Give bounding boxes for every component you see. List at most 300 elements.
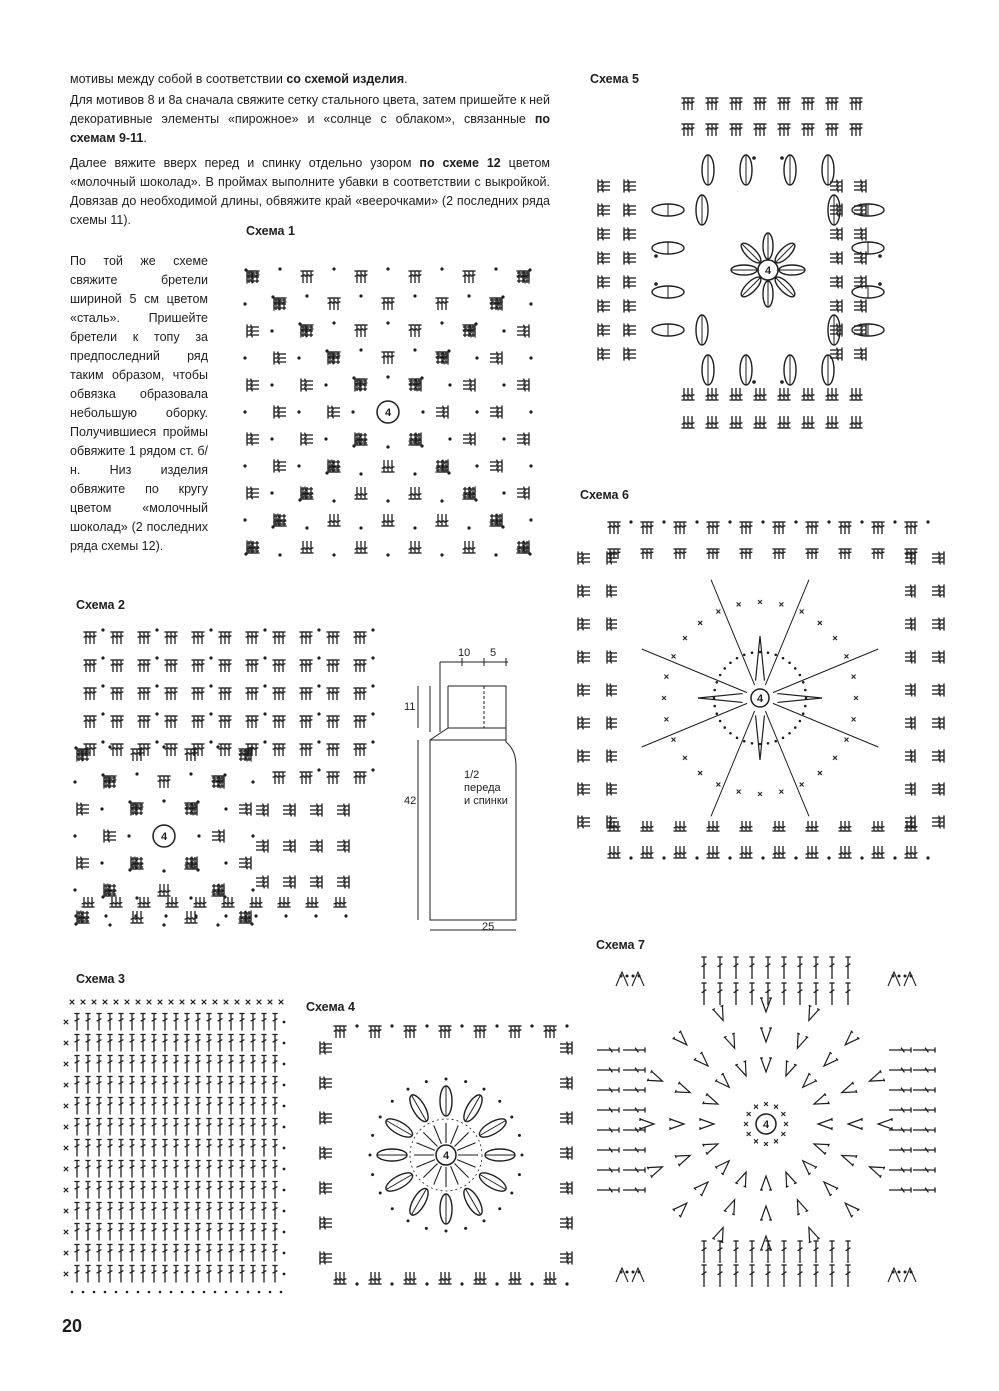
stitch-symbol — [611, 846, 616, 858]
stitch-cluster — [753, 98, 766, 110]
stitch-symbol — [140, 1056, 145, 1073]
stitch-cluster — [473, 1026, 486, 1038]
stitch-symbol — [195, 1161, 200, 1178]
single-crochet-x — [737, 790, 741, 794]
stitch-symbol — [854, 187, 866, 192]
stitch-cluster — [517, 432, 529, 445]
stitch-symbol — [320, 1259, 332, 1264]
stitch-symbol — [598, 299, 610, 304]
stitch-symbol — [681, 846, 686, 858]
stitch-symbol — [753, 124, 758, 136]
stitch-symbol — [320, 1224, 332, 1229]
stitch-symbol — [361, 660, 366, 672]
stitch-symbol — [74, 1203, 79, 1220]
stitch-symbol — [129, 1014, 134, 1031]
stitch-symbol — [376, 1026, 381, 1038]
stitch-symbol — [272, 1161, 277, 1178]
chain-dot — [719, 674, 722, 677]
single-crochet-x — [758, 792, 762, 796]
stitch-cluster — [681, 416, 694, 428]
stitch-cluster — [164, 660, 177, 672]
stitch-symbol — [598, 323, 610, 328]
stitch-symbol — [689, 124, 694, 136]
stitch-cluster — [624, 251, 636, 264]
stitch-symbol — [239, 1119, 244, 1136]
v-stitch — [760, 1206, 772, 1220]
single-crochet-x — [852, 717, 856, 721]
stitch-symbol — [118, 1098, 123, 1115]
stitch-symbol — [854, 303, 866, 308]
stitch-symbol — [830, 255, 842, 260]
stitch-cluster — [238, 911, 251, 923]
stitch-symbol — [157, 776, 162, 788]
stitch-cluster — [607, 650, 617, 663]
stitch-cluster — [490, 405, 502, 418]
chain-dot — [780, 380, 784, 384]
stitch-symbol — [195, 1182, 200, 1199]
stitch-symbol — [517, 432, 529, 437]
chain-dot — [774, 653, 777, 656]
chain-dot — [632, 975, 635, 978]
stitch-symbol — [330, 660, 335, 672]
stitch-symbol — [372, 1026, 377, 1038]
stitch-cluster — [463, 378, 475, 391]
stitch-symbol — [96, 1014, 101, 1031]
chain-dot — [244, 552, 247, 555]
stitch-symbol — [729, 124, 734, 136]
stitch-symbol — [801, 124, 806, 136]
stitch-symbol — [320, 1216, 332, 1221]
long-stitch — [642, 649, 747, 693]
chain-dot — [181, 1291, 184, 1294]
stitch-cluster — [705, 124, 718, 136]
stitch-symbol — [301, 436, 313, 441]
stitch-cluster — [489, 514, 502, 526]
stitch-symbol — [272, 660, 277, 672]
single-crochet-x — [683, 756, 687, 760]
stitch-symbol — [854, 279, 866, 284]
stitch-cluster — [354, 487, 367, 499]
stitch-symbol — [151, 1098, 156, 1115]
stitch-cluster — [104, 883, 116, 896]
stitch-symbol — [118, 1266, 123, 1283]
stitch-symbol — [607, 749, 617, 754]
chain-dot — [135, 772, 138, 775]
stitch-symbol — [96, 1035, 101, 1052]
stitch-symbol — [334, 632, 339, 644]
stitch-cluster — [825, 416, 838, 428]
stitch-cluster — [368, 1272, 381, 1284]
stitch-cluster — [164, 688, 177, 700]
stitch-symbol — [598, 207, 610, 212]
v-stitch — [803, 1005, 819, 1023]
stitch-symbol — [737, 124, 742, 136]
stitch-symbol — [247, 486, 259, 491]
stitch-symbol — [597, 1167, 619, 1172]
single-crochet-x — [114, 1000, 119, 1005]
stitch-symbol — [320, 1181, 332, 1186]
stitch-cluster — [436, 405, 448, 418]
chain-dot — [420, 376, 423, 379]
stitch-symbol — [517, 494, 529, 499]
stitch-symbol — [129, 1182, 134, 1199]
chain-dot — [192, 1291, 195, 1294]
stitch-symbol — [714, 846, 719, 858]
stitch-symbol — [91, 660, 96, 672]
stitch-symbol — [829, 957, 834, 979]
stitch-symbol — [624, 259, 636, 264]
stitch-symbol — [854, 227, 866, 232]
single-crochet-x — [64, 1104, 68, 1108]
stitch-symbol — [462, 541, 467, 553]
stitch-symbol — [749, 983, 754, 1005]
stitch-cluster — [598, 275, 610, 288]
stitch-symbol — [188, 749, 193, 761]
stitch-symbol — [206, 1266, 211, 1283]
stitch-symbol — [905, 724, 915, 729]
stitch-symbol — [334, 716, 339, 728]
stitch-cluster — [320, 1216, 332, 1229]
chain-dot — [501, 525, 504, 528]
chain-dot — [283, 1231, 286, 1234]
stitch-symbol — [228, 1035, 233, 1052]
stitch-symbol — [272, 1035, 277, 1052]
stitch-symbol — [648, 522, 653, 534]
stitch-cluster — [801, 388, 814, 400]
single-crochet-x — [202, 1000, 207, 1005]
single-crochet-x — [747, 1132, 751, 1136]
stitch-symbol — [272, 772, 277, 784]
stitch-symbol — [151, 1266, 156, 1283]
stitch-symbol — [129, 1035, 134, 1052]
stitch-symbol — [114, 632, 119, 644]
stitch-symbol — [578, 584, 590, 589]
single-crochet-x — [779, 790, 783, 794]
stitch-symbol — [191, 660, 196, 672]
stitch-symbol — [77, 856, 89, 861]
stitch-symbol — [875, 846, 880, 858]
stitch-symbol — [932, 790, 944, 795]
stitch-symbol — [905, 691, 915, 696]
chain-dot — [802, 712, 805, 715]
v-stitch — [803, 1225, 819, 1243]
stitch-symbol — [222, 716, 227, 728]
stitch-symbol — [560, 1255, 572, 1260]
corner-v-stitch — [888, 972, 900, 986]
stitch-symbol — [912, 846, 917, 858]
petal-symbol — [460, 1186, 485, 1218]
stitch-symbol — [272, 1077, 277, 1094]
stitch-symbol — [261, 1119, 266, 1136]
stitch-symbol — [560, 1045, 572, 1050]
stitch-symbol — [358, 541, 363, 553]
stitch-symbol — [85, 1161, 90, 1178]
stitch-symbol — [140, 1203, 145, 1220]
stitch-cluster — [598, 251, 610, 264]
stitch-symbol — [283, 883, 295, 888]
stitch-symbol — [749, 1241, 754, 1263]
stitch-symbol — [838, 846, 843, 858]
stitch-cluster — [435, 460, 448, 472]
stitch-cluster — [110, 716, 123, 728]
stitch-symbol — [389, 298, 394, 310]
stitch-symbol — [228, 1266, 233, 1283]
stitch-symbol — [320, 1119, 332, 1124]
stitch-symbol — [598, 351, 610, 356]
stitch-symbol — [217, 1077, 222, 1094]
stitch-symbol — [140, 1014, 145, 1031]
stitch-symbol — [137, 688, 142, 700]
chain-dot — [729, 732, 732, 735]
chain-dot — [371, 656, 374, 659]
stitch-symbol — [228, 1119, 233, 1136]
stitch-symbol — [74, 1245, 79, 1262]
stitch-symbol — [932, 621, 944, 626]
stitch-symbol — [239, 1245, 244, 1262]
stitch-symbol — [624, 351, 636, 356]
stitch-cluster — [753, 124, 766, 136]
stitch-symbol — [701, 1265, 706, 1287]
chain-dot — [510, 1192, 513, 1195]
stitch-symbol — [107, 1203, 112, 1220]
stitch-symbol — [932, 592, 944, 597]
stitch-symbol — [247, 324, 259, 329]
chain-dot — [332, 499, 335, 502]
stitch-symbol — [107, 1098, 112, 1115]
stitch-symbol — [184, 1224, 189, 1241]
petal-symbol — [731, 265, 757, 275]
stitch-symbol — [326, 632, 331, 644]
stitch-cluster — [320, 1146, 332, 1159]
stitch-symbol — [310, 839, 322, 844]
stitch-symbol — [932, 724, 944, 729]
chain-dot — [283, 1084, 286, 1087]
stitch-symbol — [141, 744, 146, 756]
stitch-symbol — [137, 716, 142, 728]
petal-symbol — [652, 204, 684, 216]
stitch-symbol — [245, 688, 250, 700]
stitch-symbol — [272, 1056, 277, 1073]
stitch-symbol — [777, 416, 782, 428]
petal-symbol — [740, 355, 752, 385]
stitch-symbol — [222, 660, 227, 672]
stitch-symbol — [320, 1220, 332, 1225]
stitch-symbol — [354, 325, 359, 337]
spoke-stitch — [434, 1125, 442, 1143]
stitch-cluster — [245, 716, 258, 728]
stitch-symbol — [184, 1203, 189, 1220]
stitch-symbol — [172, 744, 177, 756]
pattern-label-2: переда — [464, 782, 501, 794]
stitch-symbol — [813, 1241, 818, 1263]
stitch-symbol — [854, 235, 866, 240]
stitch-symbol — [107, 1014, 112, 1031]
stitch-symbol — [217, 1098, 222, 1115]
stitch-symbol — [673, 846, 678, 858]
v-stitch — [712, 1225, 728, 1243]
stitch-symbol — [173, 1119, 178, 1136]
petal-symbol — [738, 240, 763, 265]
stitch-symbol — [932, 584, 944, 589]
stitch-symbol — [681, 388, 686, 400]
v-stitch — [760, 998, 772, 1012]
stitch-symbol — [854, 183, 866, 188]
stitch-symbol — [797, 1241, 802, 1263]
picot-triangle — [756, 715, 765, 760]
chain-dot — [893, 520, 896, 523]
stitch-symbol — [337, 847, 349, 852]
chain-dot — [780, 156, 784, 160]
stitch-symbol — [83, 744, 88, 756]
chain-dot — [379, 1116, 382, 1119]
spoke-stitch — [451, 1125, 459, 1143]
single-crochet-x — [224, 1000, 229, 1005]
stitch-symbol — [337, 883, 349, 888]
chain-dot — [128, 868, 131, 871]
stitch-symbol — [846, 522, 851, 534]
stitch-cluster — [353, 688, 366, 700]
stitch-cluster — [640, 522, 653, 534]
stitch-cluster — [838, 821, 851, 831]
stitch-cluster — [739, 522, 752, 534]
v-stitch — [867, 1070, 885, 1086]
sewing-pattern — [398, 640, 558, 940]
chain-dot — [270, 491, 273, 494]
stitch-symbol — [303, 632, 308, 644]
stitch-symbol — [87, 716, 92, 728]
scheme-4-svg — [318, 1022, 574, 1288]
stitch-symbol — [871, 821, 876, 831]
stitch-symbol — [578, 757, 590, 762]
v-stitch — [760, 1058, 772, 1072]
spoke-stitch — [416, 1143, 434, 1151]
stitch-symbol — [184, 1098, 189, 1115]
stitch-symbol — [151, 1119, 156, 1136]
stitch-cluster — [256, 839, 268, 852]
stitch-symbol — [199, 632, 204, 644]
stitch-symbol — [129, 1266, 134, 1283]
stitch-symbol — [253, 744, 258, 756]
stitch-symbol — [838, 522, 843, 534]
single-crochet-x — [64, 1251, 68, 1255]
chain-dot — [352, 376, 355, 379]
stitch-symbol — [195, 660, 200, 672]
stitch-cluster — [239, 748, 251, 761]
stitch-symbol — [151, 1245, 156, 1262]
chain-dot — [445, 1078, 448, 1081]
stitch-symbol — [361, 716, 366, 728]
chain-dot — [317, 740, 320, 743]
stitch-symbol — [77, 860, 89, 865]
stitch-symbol — [301, 386, 313, 391]
stitch-symbol — [310, 879, 322, 884]
stitch-symbol — [256, 843, 268, 848]
petal-symbol — [652, 242, 684, 254]
stitch-symbol — [199, 716, 204, 728]
stitch-cluster — [838, 549, 851, 559]
stitch-symbol — [801, 98, 806, 110]
stitch-symbol — [578, 683, 590, 688]
stitch-symbol — [857, 124, 862, 136]
stitch-symbol — [781, 416, 786, 428]
stitch-symbol — [765, 1265, 770, 1287]
stitch-cluster — [77, 748, 89, 761]
stitch-symbol — [753, 98, 758, 110]
stitch-symbol — [598, 331, 610, 336]
stitch-symbol — [829, 98, 834, 110]
chain-dot — [317, 684, 320, 687]
stitch-cluster — [598, 299, 610, 312]
stitch-cluster — [805, 821, 818, 831]
stitch-symbol — [249, 632, 254, 644]
chain-dot — [743, 740, 746, 743]
stitch-symbol — [743, 522, 748, 534]
stitch-symbol — [328, 405, 340, 410]
stitch-symbol — [624, 207, 636, 212]
chain-dot — [170, 1291, 173, 1294]
stitch-cluster — [932, 749, 944, 762]
chain-dot — [251, 888, 254, 891]
stitch-symbol — [328, 409, 340, 414]
stitch-cluster — [849, 416, 862, 428]
stitch-symbol — [376, 1272, 381, 1284]
stitch-symbol — [217, 1224, 222, 1241]
stitch-cluster — [77, 856, 89, 869]
stitch-cluster — [272, 688, 285, 700]
stitch-symbol — [283, 839, 295, 844]
stitch-cluster — [283, 875, 295, 888]
stitch-symbol — [250, 1056, 255, 1073]
stitch-symbol — [83, 632, 88, 644]
single-crochet-x — [191, 1000, 196, 1005]
stitch-symbol — [777, 98, 782, 110]
stitch-symbol — [830, 227, 842, 232]
stitch-cluster — [137, 897, 150, 907]
stitch-symbol — [681, 124, 686, 136]
stitch-symbol — [357, 716, 362, 728]
v-stitch — [841, 1031, 859, 1049]
stitch-symbol — [247, 440, 259, 445]
stitch-symbol — [353, 660, 358, 672]
stitch-symbol — [757, 124, 762, 136]
stitch-symbol — [361, 744, 366, 756]
stitch-symbol — [624, 183, 636, 188]
chain-dot — [243, 410, 246, 413]
stitch-symbol — [256, 847, 268, 852]
stitch-symbol — [228, 1056, 233, 1073]
single-crochet-x — [662, 696, 666, 700]
stitch-cluster — [932, 683, 944, 696]
chain-dot — [283, 1189, 286, 1192]
chain-dot — [413, 526, 416, 529]
stitch-symbol — [889, 1147, 911, 1152]
stitch-symbol — [853, 98, 858, 110]
petal-symbol — [477, 1169, 509, 1194]
stitch-symbol — [578, 551, 590, 556]
stitch-symbol — [640, 522, 645, 534]
stitch-symbol — [776, 522, 781, 534]
spoke-stitch — [454, 1163, 468, 1177]
stitch-symbol — [87, 660, 92, 672]
stitch-cluster — [221, 897, 234, 907]
stitch-cluster — [681, 388, 694, 400]
dim-bottom: 25 — [482, 921, 495, 933]
stitch-symbol — [385, 460, 390, 472]
stitch-cluster — [598, 179, 610, 192]
stitch-symbol — [326, 688, 331, 700]
chain-dot — [440, 321, 443, 324]
stitch-symbol — [905, 592, 915, 597]
